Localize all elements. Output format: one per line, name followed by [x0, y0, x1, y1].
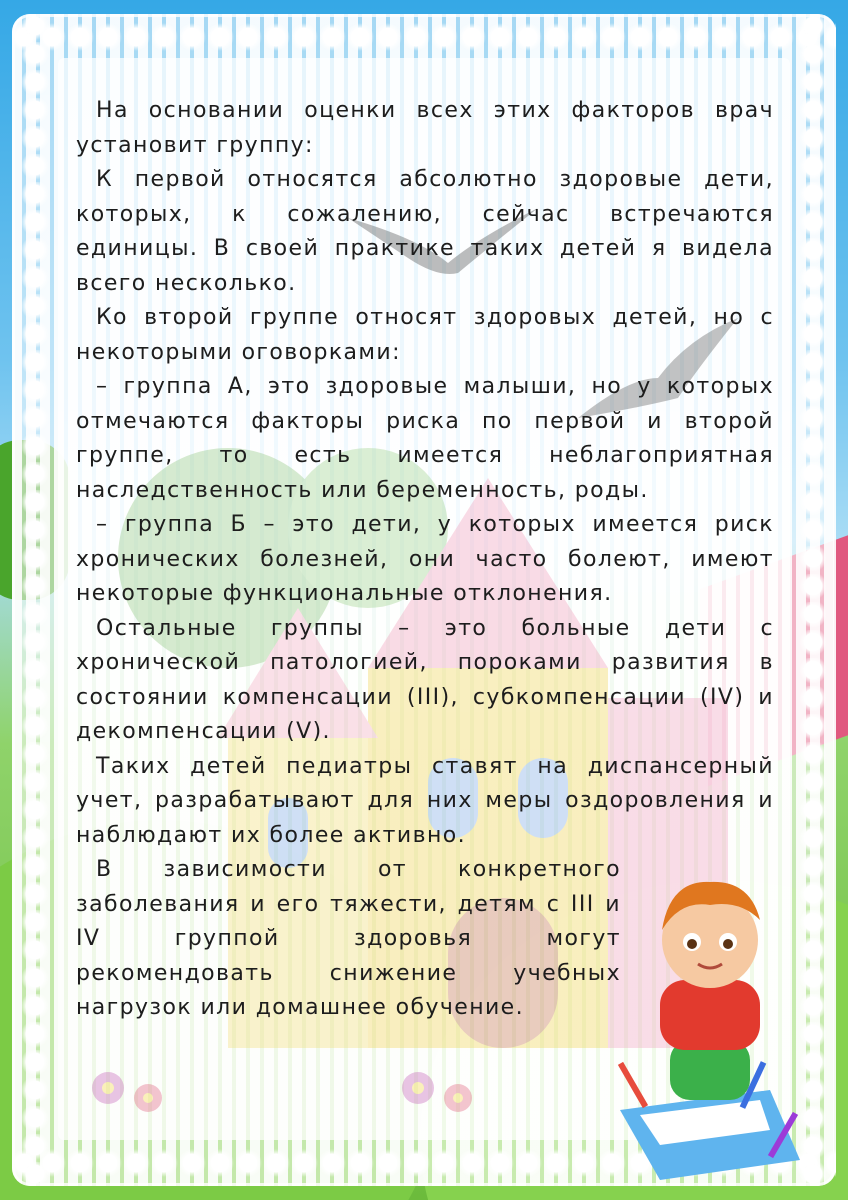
paragraph: К первой относятся абсолютно здоровые дети, которых, к сожалению, сейчас встречаются единицы. В своей практике таких детей я видела всего несколько.: [76, 167, 774, 296]
flower-icon: [388, 1058, 488, 1128]
boy-with-crayons-illustration: [600, 860, 820, 1180]
paragraph: В зависимости от конкретного заболевания и его тяжести, детям с III и IV группой здоровья могут рекомендовать снижение учебных нагрузок или домашнее обучение.: [76, 857, 621, 1020]
paragraph: Таких детей педиатры ставят на диспансерный учет, разрабатывают для них меры оздоровления и наблюдают их более активно.: [76, 753, 774, 848]
paragraph: – группа Б – это дети, у которых имеется риск хронических болезней, они часто болеют, имеют некоторые функциональные отклонения.: [76, 512, 774, 606]
lace-border-top: [12, 14, 836, 60]
paragraph: На основании оценки всех этих факторов врач установит группу:: [76, 98, 774, 158]
flower-icon: [78, 1058, 178, 1128]
paragraph: Остальные группы – это больные дети с хронической патологией, пороками развития в состоянии компенсации (III), субкомпенсации (IV) и декомпенсации (V).: [76, 615, 774, 744]
lace-border-left: [12, 14, 58, 1186]
paragraph: Ко второй группе относят здоровых детей, но с некоторыми оговорками:: [76, 305, 774, 365]
paragraph: – группа А, это здоровые малыши, но у которых отмечаются факторы риска по первой и второй группе, то есть имеется неблагоприятная наследственность или беременность, роды.: [76, 374, 774, 503]
